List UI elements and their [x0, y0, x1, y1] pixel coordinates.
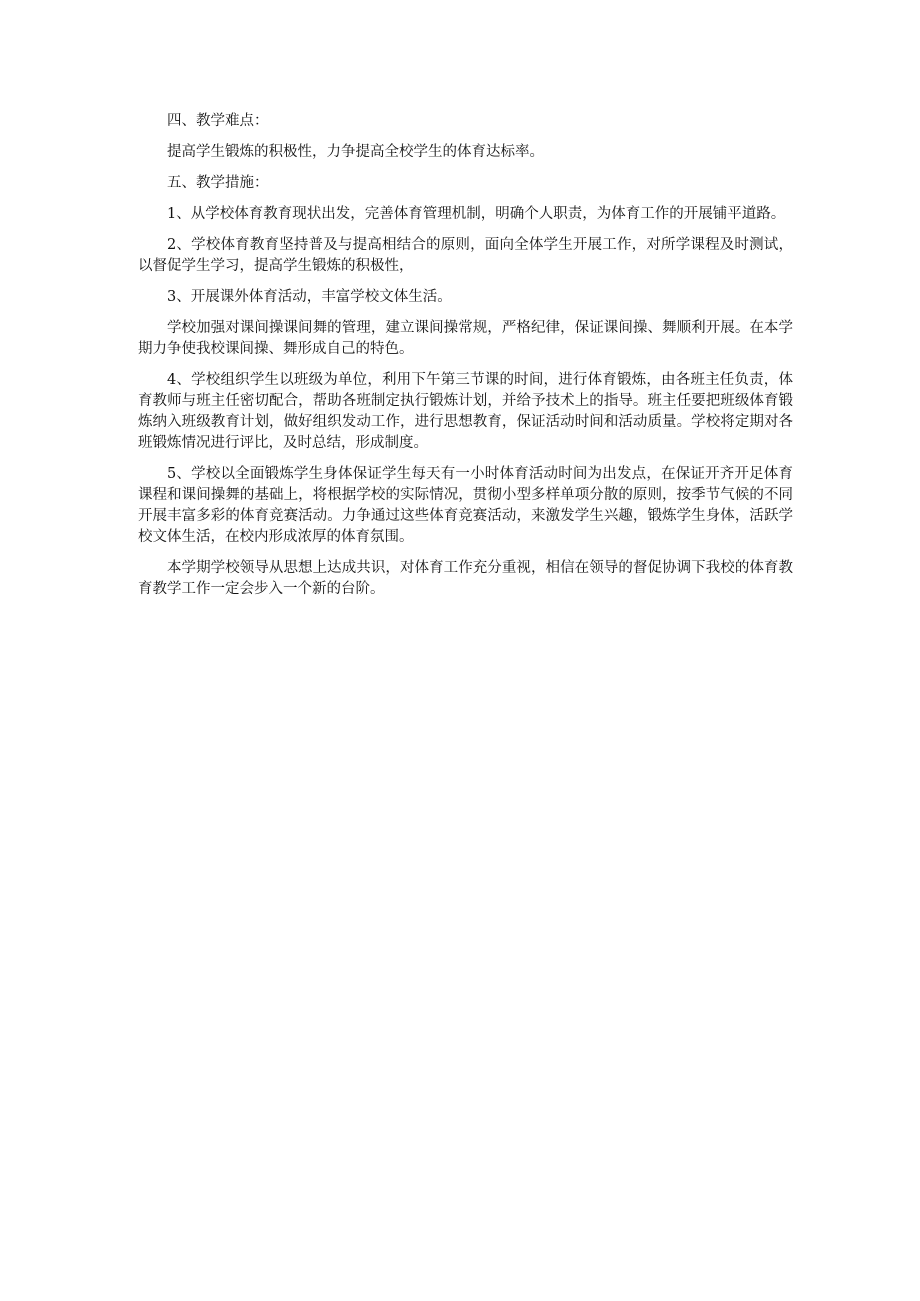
document-body: [138, 111, 793, 610]
paragraph-exercise-management: 学校加强对课间操课间舞的管理，建立课间操常规，严格纪律，保证课间操、舞顺利开展。在本学期力争使我校课间操、舞形成自己的特色。: [138, 320, 793, 357]
section-heading-teaching-measures: 五、教学措施：: [167, 175, 269, 191]
paragraph-measure-5: 5、学校以全面锻炼学生身体保证学生每天有一小时体育活动时间为出发点，在保证开齐开足体育课程和课间操舞的基础上，将根据学校的实际情况，贯彻小型多样单项分散的原则，按季节气候的不同开展丰富多彩的体育竞赛活动。力争通过这些体育竞赛活动，来激发学生兴趣，锻炼学生身体，活跃学校文体生活，在校内形成浓厚的体育氛围。: [138, 466, 793, 545]
paragraph-difficulty-text: 提高学生锻炼的积极性，力争提高全校学生的体育达标率。: [167, 144, 544, 160]
paragraph-measure-4: 4、学校组织学生以班级为单位，利用下午第三节课的时间，进行体育锻炼，由各班主任负责，体育教师与班主任密切配合，帮助各班制定执行锻炼计划，并给予技术上的指导。班主任要把班级体育锻炼纳入班级教育计划，做好组织发动工作，进行思想教育，保证活动时间和活动质量。学校将定期对各班锻炼情况进行评比，及时总结，形成制度。: [138, 372, 793, 451]
section-heading-teaching-difficulties: 四、教学难点：: [167, 113, 269, 129]
paragraph-measure-3: 3、开展课外体育活动，丰富学校文体生活。: [167, 289, 452, 305]
paragraph-measure-1: 1、从学校体育教育现状出发，完善体育管理机制，明确个人职责，为体育工作的开展铺平道路。: [167, 206, 786, 222]
paragraph-conclusion: 本学期学校领导从思想上达成共识，对体育工作充分重视，相信在领导的督促协调下我校的体育教育教学工作一定会步入一个新的台阶。: [138, 560, 793, 597]
paragraph-measure-2: 2、学校体育教育坚持普及与提高相结合的原则，面向全体学生开展工作，对所学课程及时测试，以督促学生学习，提高学生锻炼的积极性，: [138, 237, 793, 274]
